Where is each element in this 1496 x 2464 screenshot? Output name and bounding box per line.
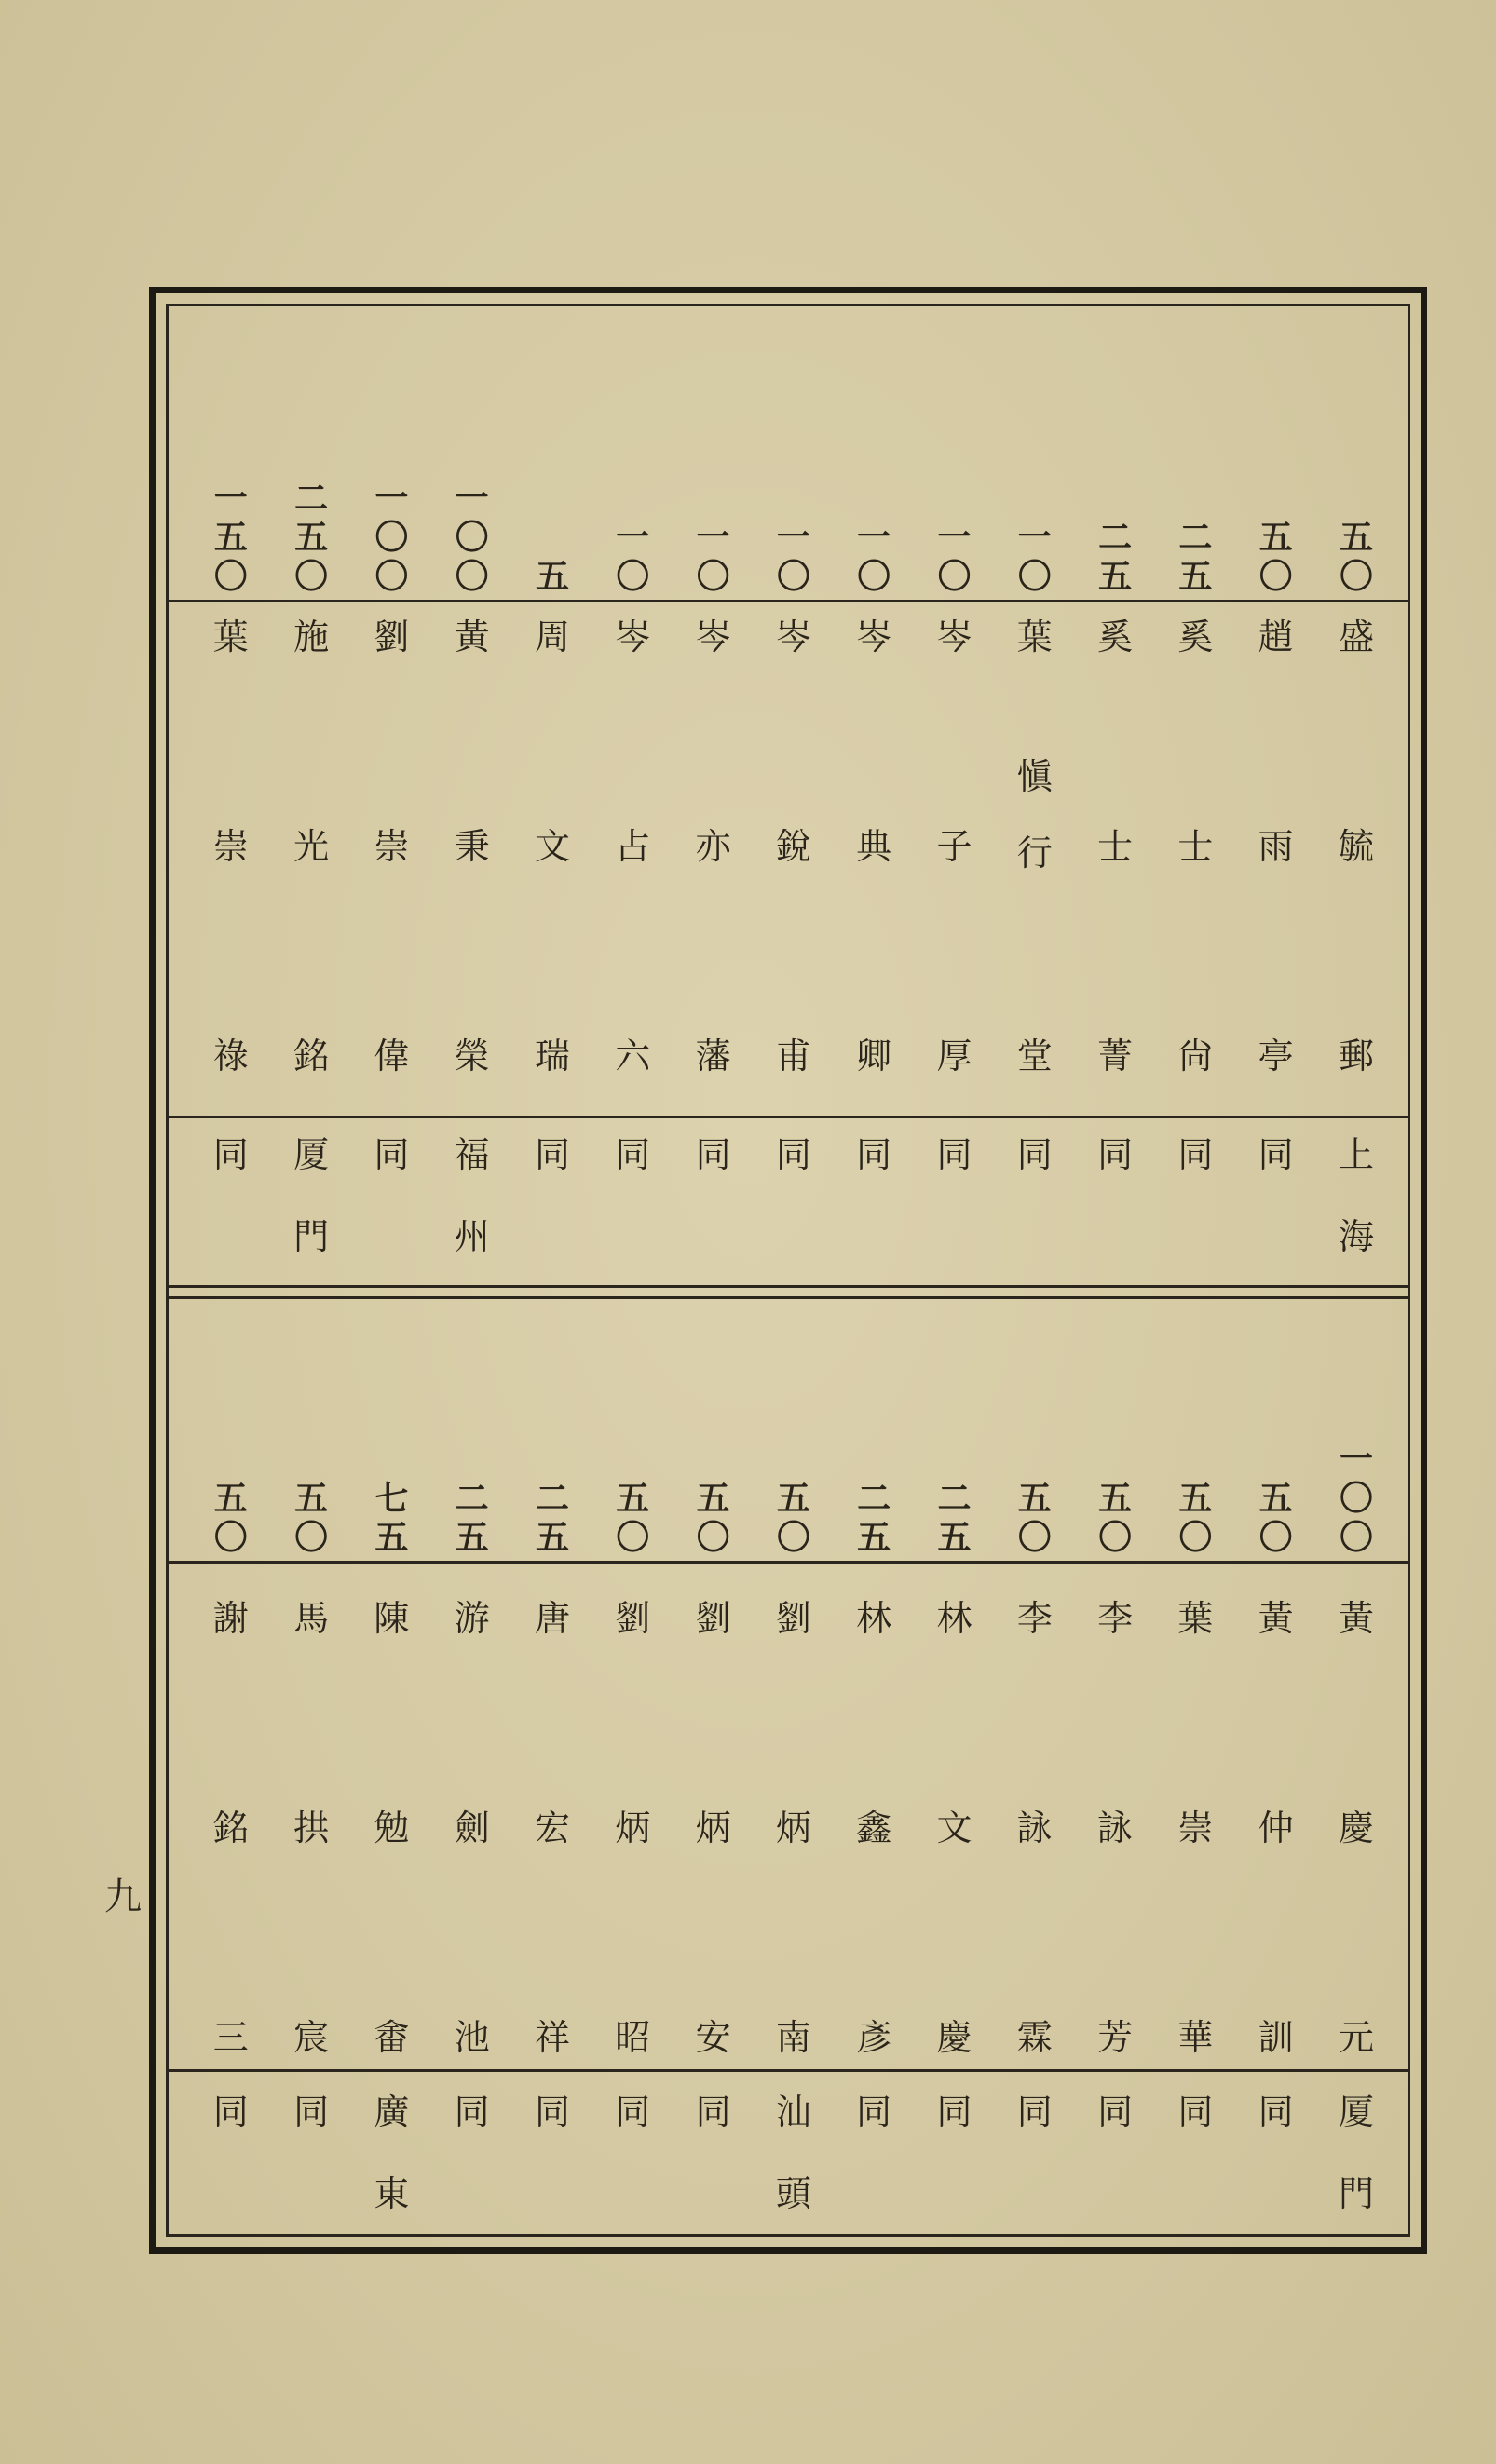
donor-name-char: 文 [534,826,570,867]
donor-name-char: 劉 [775,1598,811,1639]
donor-name-char: 仲 [1258,1807,1294,1848]
donor-name-char: 霖 [1016,2017,1053,2058]
donor-name-char: 崇 [374,826,410,867]
donor-place: 同 [454,2092,490,2132]
section-divider-2 [166,1296,1410,1299]
donor-place: 同 [293,2092,330,2132]
donor-place: 厦 門 [1338,2092,1374,2214]
donor-name-char: 愼 [1016,756,1053,797]
donation-amount: 二 五 [535,1479,569,1557]
donor-place: 同 [1016,1134,1053,1175]
donor-name-char: 池 [454,2017,490,2058]
donor-place: 同 [775,1134,811,1175]
bottom-name-rule [166,2069,1410,2072]
donor-name-char: 子 [936,826,972,867]
donor-name-char: 亭 [1258,1036,1294,1076]
donor-name-char: 訓 [1258,2017,1294,2058]
donor-name-char: 六 [615,1036,651,1076]
donation-amount: 五 〇 [1098,1479,1133,1557]
bottom-amount-rule [166,1561,1410,1564]
donor-name-char: 詠 [1016,1807,1053,1848]
donor-place: 同 [856,1134,892,1175]
donor-name-char: 秉 [454,826,490,867]
donor-name-char: 葉 [212,616,249,657]
donation-amount: 一 〇 [857,518,891,596]
donor-place: 同 [936,2092,972,2132]
donor-name-char: 祥 [534,2017,570,2058]
donor-name-char: 行 [1016,833,1053,873]
donation-amount: 一 〇 [937,518,972,596]
donor-name-char: 慶 [1338,1807,1374,1848]
donor-name-char: 祿 [212,1036,249,1076]
donor-name-char: 炳 [615,1807,651,1848]
donor-place: 厦 門 [293,1134,330,1257]
section-divider-1 [166,1285,1410,1288]
donor-name-char: 元 [1338,2017,1374,2058]
donor-name-char: 李 [1097,1598,1134,1639]
donation-amount: 七 五 [374,1479,409,1557]
donor-name-char: 榮 [454,1036,490,1076]
donor-name-char: 宸 [293,2017,330,2058]
donor-name-char: 劉 [695,1598,731,1639]
top-name-rule [166,1116,1410,1118]
donor-name-char: 葉 [1177,1598,1214,1639]
donor-name-char: 盛 [1338,616,1374,657]
donor-place: 同 [856,2092,892,2132]
donation-amount: 二 五 [1098,518,1133,596]
donor-name-char: 芳 [1097,2017,1134,2058]
donor-name-char: 黃 [1258,1598,1294,1639]
donor-name-char: 昭 [615,2017,651,2058]
donor-name-char: 菁 [1097,1036,1134,1076]
donor-name-char: 岑 [615,616,651,657]
donation-amount: 二 五 〇 [294,479,329,596]
donor-name-char: 勉 [374,1807,410,1848]
donor-name-char: 郵 [1338,1036,1374,1076]
donation-amount: 五 〇 [1178,1479,1213,1557]
donor-name-char: 炳 [695,1807,731,1848]
donor-place: 同 [1016,2092,1053,2132]
donor-name-char: 劍 [454,1807,490,1848]
donor-place: 同 [695,2092,731,2132]
donor-place: 同 [374,1134,410,1175]
donor-name-char: 奚 [1097,616,1134,657]
donor-name-char: 崇 [212,826,249,867]
donor-place: 廣 東 [374,2092,410,2214]
donation-amount: 一 〇 [696,518,730,596]
donor-name-char: 文 [936,1807,972,1848]
donation-amount: 五 〇 [1258,518,1293,596]
donor-place: 汕 頭 [775,2092,811,2214]
donor-name-char: 游 [454,1598,490,1639]
donor-name-char: 黃 [1338,1598,1374,1639]
donor-place: 同 [1097,2092,1134,2132]
donor-name-char: 林 [856,1598,892,1639]
donation-amount: 五 〇 [696,1479,730,1557]
donor-name-char: 雨 [1258,826,1294,867]
donor-name-char: 崇 [1177,1807,1214,1848]
donation-amount: 二 五 [857,1479,891,1557]
donor-place: 同 [1258,1134,1294,1175]
donation-amount: 一 〇 〇 [374,479,409,596]
donor-place: 上 海 [1338,1134,1374,1257]
donor-name-char: 奚 [1177,616,1214,657]
donor-name-char: 周 [534,616,570,657]
donor-name-char: 拱 [293,1807,330,1848]
donation-amount: 五 〇 [1339,518,1373,596]
donation-amount: 一 〇 [616,518,650,596]
donation-amount: 二 五 [455,1479,489,1557]
donor-name-char: 偉 [374,1036,410,1076]
donation-amount: 一 五 〇 [213,479,248,596]
donor-name-char: 岑 [856,616,892,657]
donor-name-char: 施 [293,616,330,657]
page-number: 九 [104,1875,142,1918]
donation-amount: 二 五 [937,1479,972,1557]
donor-name-char: 毓 [1338,826,1374,867]
donor-name-char: 銳 [775,826,811,867]
donor-name-char: 銘 [293,1036,330,1076]
donor-name-char: 黃 [454,616,490,657]
donor-place: 同 [1177,1134,1214,1175]
donor-name-char: 岑 [695,616,731,657]
donor-name-char: 林 [936,1598,972,1639]
donor-place: 同 [1097,1134,1134,1175]
donor-name-char: 光 [293,826,330,867]
donation-amount: 一 〇 〇 [1339,1440,1373,1557]
donation-amount: 五 〇 [616,1479,650,1557]
donation-amount: 一 〇 〇 [455,479,489,596]
donor-name-char: 亦 [695,826,731,867]
donor-name-char: 鑫 [856,1807,892,1848]
donation-amount: 五 〇 [1258,1479,1293,1557]
donor-name-char: 陳 [374,1598,410,1639]
donor-name-char: 典 [856,826,892,867]
donor-place: 同 [695,1134,731,1175]
donor-place: 同 [212,2092,249,2132]
donor-name-char: 厚 [936,1036,972,1076]
donor-place: 福 州 [454,1134,490,1257]
donor-place: 同 [615,1134,651,1175]
donor-name-char: 瑞 [534,1036,570,1076]
donor-name-char: 劉 [374,616,410,657]
donor-place: 同 [1258,2092,1294,2132]
donor-name-char: 岑 [775,616,811,657]
donor-name-char: 岑 [936,616,972,657]
donor-name-char: 甫 [775,1036,811,1076]
donor-name-char: 銘 [212,1807,249,1848]
donation-amount: 五 〇 [213,1479,248,1557]
donor-name-char: 趙 [1258,616,1294,657]
donor-name-char: 唐 [534,1598,570,1639]
donation-amount: 五 〇 [294,1479,329,1557]
donor-name-char: 葉 [1016,616,1053,657]
donor-name-char: 堂 [1016,1036,1053,1076]
donor-name-char: 卿 [856,1036,892,1076]
donor-place: 同 [534,1134,570,1175]
donor-place: 同 [212,1134,249,1175]
donor-name-char: 華 [1177,2017,1214,2058]
donor-name-char: 劉 [615,1598,651,1639]
donation-amount: 一 〇 [776,518,810,596]
donor-name-char: 馬 [293,1598,330,1639]
donor-name-char: 藩 [695,1036,731,1076]
donor-name-char: 畬 [374,2017,410,2058]
donor-name-char: 彥 [856,2017,892,2058]
donation-amount: 五 [535,557,569,596]
donor-place: 同 [1177,2092,1214,2132]
donor-name-char: 士 [1097,826,1134,867]
top-amount-rule [166,600,1410,602]
donor-name-char: 三 [212,2017,249,2058]
donor-name-char: 尙 [1177,1036,1214,1076]
donation-amount: 五 〇 [1017,1479,1052,1557]
donation-amount: 二 五 [1178,518,1213,596]
donor-name-char: 慶 [936,2017,972,2058]
donor-name-char: 占 [615,826,651,867]
donation-amount: 一 〇 [1017,518,1052,596]
donor-place: 同 [615,2092,651,2132]
donor-name-char: 宏 [534,1807,570,1848]
donor-place: 同 [534,2092,570,2132]
donor-name-char: 詠 [1097,1807,1134,1848]
donor-name-char: 南 [775,2017,811,2058]
donor-place: 同 [936,1134,972,1175]
donor-name-char: 安 [695,2017,731,2058]
donor-name-char: 炳 [775,1807,811,1848]
donation-amount: 五 〇 [776,1479,810,1557]
donor-name-char: 李 [1016,1598,1053,1639]
donor-name-char: 謝 [212,1598,249,1639]
donor-name-char: 士 [1177,826,1214,867]
